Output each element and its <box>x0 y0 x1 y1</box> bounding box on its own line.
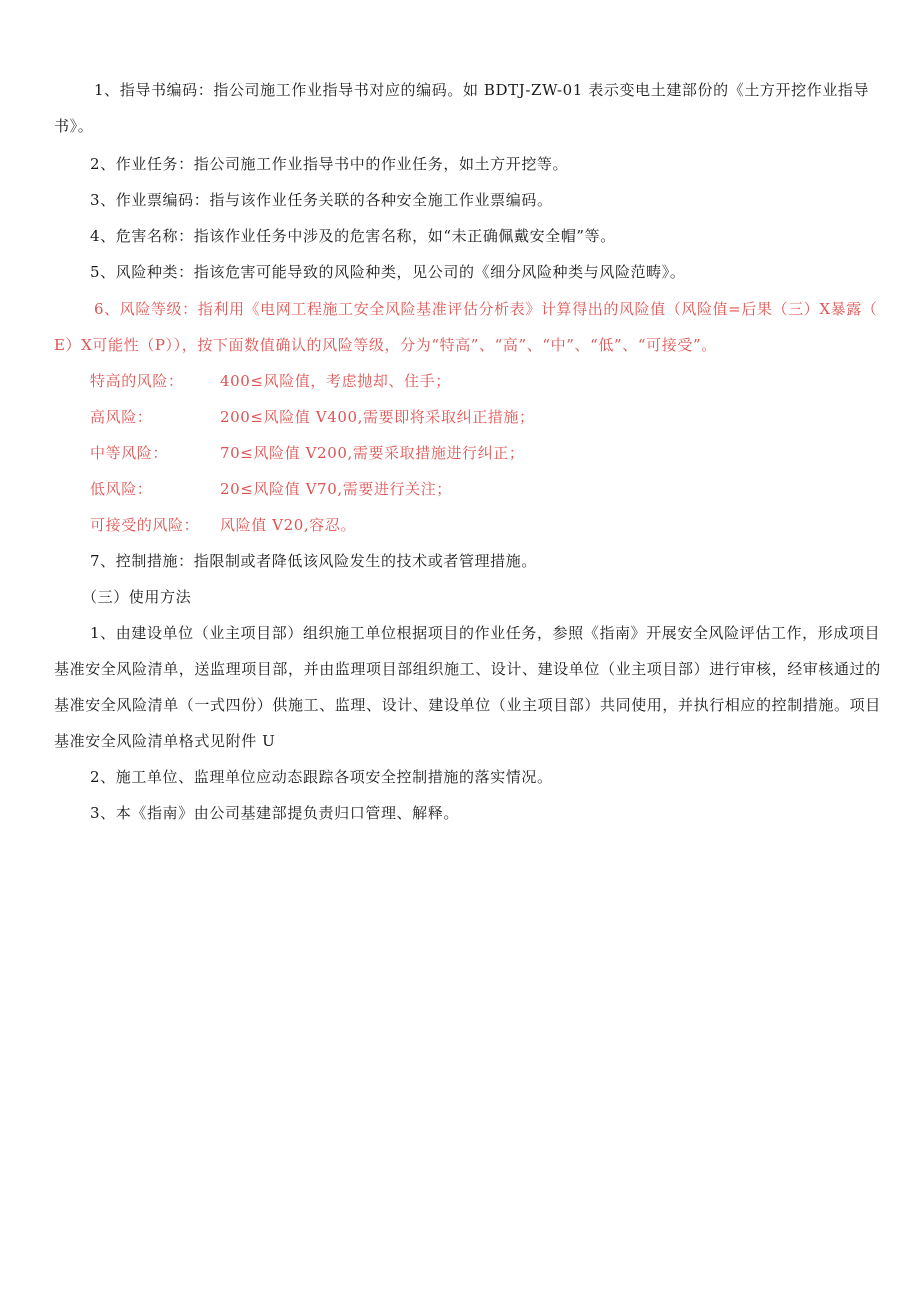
risk-level-desc-medium: 70≤风险值 V200,需要采取措施进行纠正； <box>220 444 525 462</box>
item-2: 2、作业任务：指公司施工作业指导书中的作业任务，如土方开挖等。 <box>90 155 569 173</box>
risk-level-desc-high: 200≤风险值 V400,需要即将采取纠正措施； <box>220 408 535 426</box>
risk-level-label-extreme: 特高的风险： <box>90 372 184 390</box>
usage-1-line-1: 1、由建设单位（业主项目部）组织施工单位根据项目的作业任务，参照《指南》开展安全风险评估工作，形成项目 <box>90 624 881 642</box>
risk-level-label-medium: 中等风险： <box>90 444 169 462</box>
usage-1-line-2: 基准安全风险清单，送监理项目部，并由监理项目部组织施工、设计、建设单位（业主项目部）进行审核，经审核通过的 <box>54 660 881 678</box>
usage-2: 2、施工单位、监理单位应动态跟踪各项安全控制措施的落实情况。 <box>90 768 553 786</box>
item-7: 7、控制措施：指限制或者降低该风险发生的技术或者管理措施。 <box>90 552 537 570</box>
section-title: （三）使用方法 <box>82 588 192 606</box>
risk-level-label-low: 低风险： <box>90 480 153 498</box>
item-1-line-1: 1、指导书编码：指公司施工作业指导书对应的编码。如 BDTJ-ZW-01 表示变电土建部份的《土方开挖作业指导 <box>94 81 870 99</box>
risk-level-label-acceptable: 可接受的风险： <box>90 516 200 534</box>
item-6-line-1: 6、风险等级：指利用《电网工程施工安全风险基准评估分析表》计算得出的风险值（风险值=后果（三）X暴露（ <box>94 300 878 318</box>
risk-level-desc-extreme: 400≤风险值，考虑抛却、住手； <box>220 372 451 390</box>
item-6-line-2: E）X可能性（P）），按下面数值确认的风险等级，分为“特高”、“高”、“中”、“低”、“可接受”。 <box>54 336 717 354</box>
item-3: 3、作业票编码：指与该作业任务关联的各种安全施工作业票编码。 <box>90 191 553 209</box>
item-1-line-2: 书》。 <box>54 117 94 135</box>
risk-level-desc-acceptable: 风险值 V20,容忍。 <box>220 516 357 534</box>
item-4: 4、危害名称：指该作业任务中涉及的危害名称，如“未正确佩戴安全帽”等。 <box>90 227 616 245</box>
risk-level-label-high: 高风险： <box>90 408 153 426</box>
risk-level-desc-low: 20≤风险值 V70,需要进行关注； <box>220 480 452 498</box>
item-5: 5、风险种类：指该危害可能导致的风险种类，见公司的《细分风险种类与风险范畴》。 <box>90 263 686 281</box>
usage-3: 3、本《指南》由公司基建部提负责归口管理、解释。 <box>90 804 459 822</box>
usage-1-line-3: 基准安全风险清单（一式四份）供施工、监理、设计、建设单位（业主项目部）共同使用，并执行相应的控制措施。项目 <box>54 696 881 714</box>
usage-1-line-4: 基准安全风险清单格式见附件 U <box>54 732 276 750</box>
